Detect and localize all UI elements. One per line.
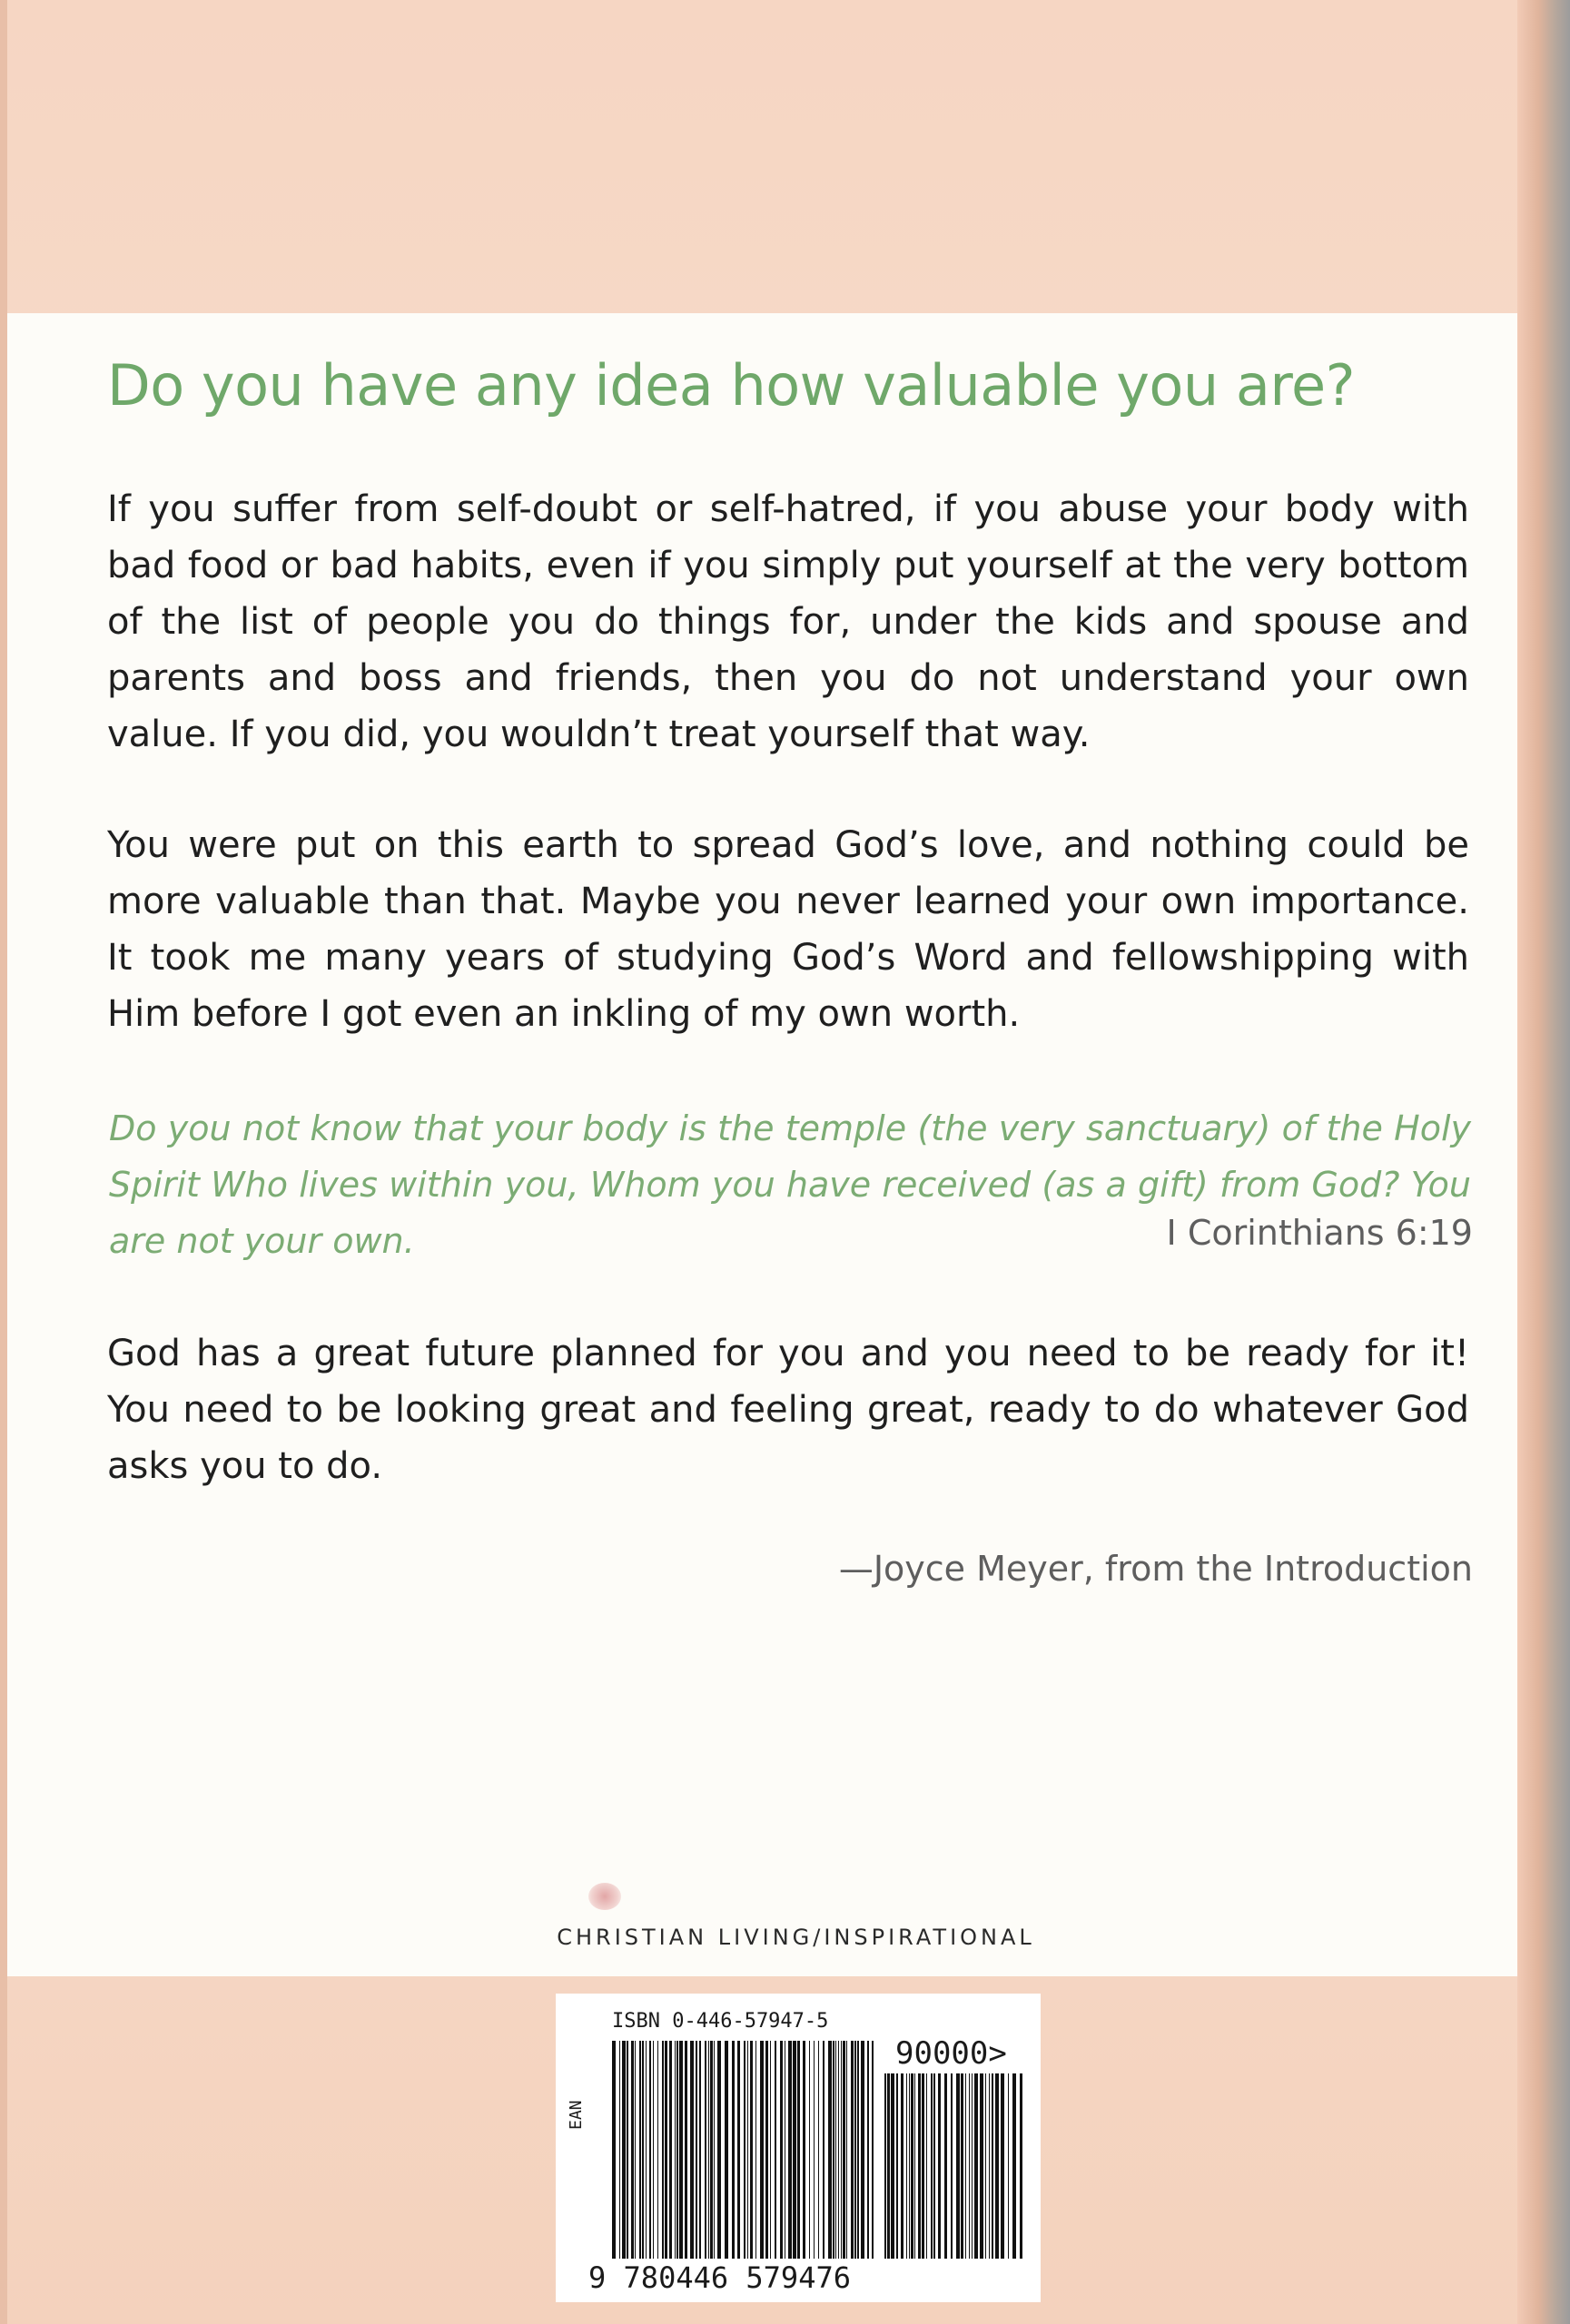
barcode-bar [770,2041,771,2259]
barcode-bar [846,2041,847,2259]
barcode-bar [911,2073,913,2259]
barcode-bar [922,2073,924,2259]
barcode-bar [710,2041,713,2259]
body-paragraph-2: You were put on this earth to spread God’s love, and nothing could be more valuable than that. Maybe you never learned your own importance. It took me many years of studying God’s Word and fellowshipping with Him before I got even an inkling of my own worth. [107,824,1469,1035]
barcode-bar [788,2041,792,2259]
cover-left-edge [0,0,7,2324]
barcode-bar [793,2041,796,2259]
barcode-bar [969,2073,970,2259]
body-paragraph-1: If you suffer from self-doubt or self-hatred, if you abuse your body with bad food or bad habits, even if you simply put yourself at the very bottom of the list of people you do things for, under the kids and spouse and parents and boss and friends, then you do not understand your own value. If you did, you wouldn’t treat yourself that way. [107,488,1469,755]
barcode-bar [961,2073,963,2259]
ean-digits: 9 780446 579476 [588,2260,851,2295]
body-paragraph-3: God has a great future planned for you and you need to be ready for it! You need to be looking great and feeling great, ready to do whatever God asks you to do. [107,1333,1469,1487]
barcode-bar [699,2041,701,2259]
barcode-bar [714,2041,715,2259]
barcode-bar [857,2041,859,2259]
barcode-bar [965,2073,966,2259]
barcode-bar [867,2041,869,2259]
ean-barcode-bars [612,2041,875,2259]
genre-category: CHRISTIAN LIVING/INSPIRATIONAL [557,1925,1035,1950]
barcode-sticker [556,1994,1041,2302]
cover-stain [588,1883,621,1910]
barcode-bar [708,2041,709,2259]
barcode-bar [732,2041,735,2259]
price-addon-label: 90000> [895,2035,1007,2072]
barcode-bar [775,2041,776,2259]
barcode-bar [918,2073,921,2259]
barcode-bar [901,2073,903,2259]
barcode-bar [705,2041,706,2259]
barcode-bar [760,2041,764,2259]
barcode-bar [685,2041,687,2259]
barcode-bar [906,2073,907,2259]
barcode-bar [835,2041,836,2259]
barcode-bar [1001,2073,1004,2259]
barcode-bar [980,2073,983,2259]
barcode-bar [1008,2073,1009,2259]
barcode-bar [642,2041,644,2259]
barcode-bar [914,2073,915,2259]
barcode-bar [995,2073,999,2259]
barcode-bar [737,2041,740,2259]
barcode-bar [765,2041,768,2259]
barcode-bar [931,2073,933,2259]
barcode-bar [696,2041,697,2259]
barcode-bar [828,2041,832,2259]
barcode-bar [843,2041,845,2259]
barcode-bar [1012,2073,1016,2259]
barcode-bar [797,2041,800,2259]
barcode-bar [841,2041,842,2259]
barcode-bar [631,2041,634,2259]
barcode-bar [755,2041,756,2259]
isbn-label: ISBN 0-446-57947-5 [612,2010,829,2033]
barcode-bar [669,2041,672,2259]
barcode-bar [690,2041,694,2259]
barcode-bar [657,2041,658,2259]
barcode-bar [725,2041,728,2259]
barcode-bar [956,2073,960,2259]
barcode-bar [619,2041,620,2259]
barcode-bar [818,2041,819,2259]
barcode-bar [933,2073,935,2259]
barcode-bar [989,2073,990,2259]
barcode-bar [653,2041,654,2259]
barcode-bar [838,2041,839,2259]
barcode-bar [675,2041,676,2259]
barcode-bar [676,2041,678,2259]
barcode-bar [744,2041,746,2259]
barcode-bar [662,2041,664,2259]
barcode-bar [646,2041,647,2259]
barcode-bar [717,2041,721,2259]
barcode-bar [665,2041,667,2259]
barcode-bar [627,2041,628,2259]
barcode-bar [814,2041,815,2259]
barcode-bar [750,2041,753,2259]
barcode-bar [649,2041,651,2259]
barcode-bar [944,2073,947,2259]
barcode-bar [622,2041,626,2259]
barcode-bar [896,2073,898,2259]
barcode-bar [809,2041,810,2259]
barcode-bar [938,2073,941,2259]
barcode-bar [747,2041,748,2259]
barcode-bar [639,2041,641,2259]
cover-spine-edge [1517,0,1570,2324]
barcode-bar [926,2073,927,2259]
author-attribution: —Joyce Meyer, from the Introduction [838,1549,1473,1589]
barcode-bar [679,2041,683,2259]
ean-label: EAN [567,2100,586,2130]
barcode-bar [635,2041,636,2259]
barcode-bar [861,2041,864,2259]
barcode-bar [884,2073,886,2259]
scripture-quote: Do you not know that your body is the temple (the very sanctuary) of the Holy Spirit Who lives within you, Whom you have received (as a gift) from God? You are not your own. [109,1108,1471,1261]
barcode-bar [823,2041,824,2259]
barcode-bar [891,2073,894,2259]
addon-barcode-bars [884,2073,1022,2259]
barcode-bar [992,2073,993,2259]
barcode-bar [612,2041,616,2259]
barcode-bar [972,2073,973,2259]
barcode-bar [909,2073,910,2259]
barcode-bar [851,2041,854,2259]
scripture-reference: I Corinthians 6:19 [1166,1213,1473,1253]
barcode-bar [872,2041,874,2259]
barcode-bar [854,2041,856,2259]
barcode-bar [1020,2073,1022,2259]
headline: Do you have any idea how valuable you are? [107,352,1356,419]
barcode-bar [803,2041,805,2259]
barcode-bar [985,2073,986,2259]
barcode-bar [780,2041,783,2259]
barcode-bar [951,2073,953,2259]
barcode-bar [833,2041,834,2259]
barcode-bar [974,2073,978,2259]
barcode-bar [887,2073,890,2259]
